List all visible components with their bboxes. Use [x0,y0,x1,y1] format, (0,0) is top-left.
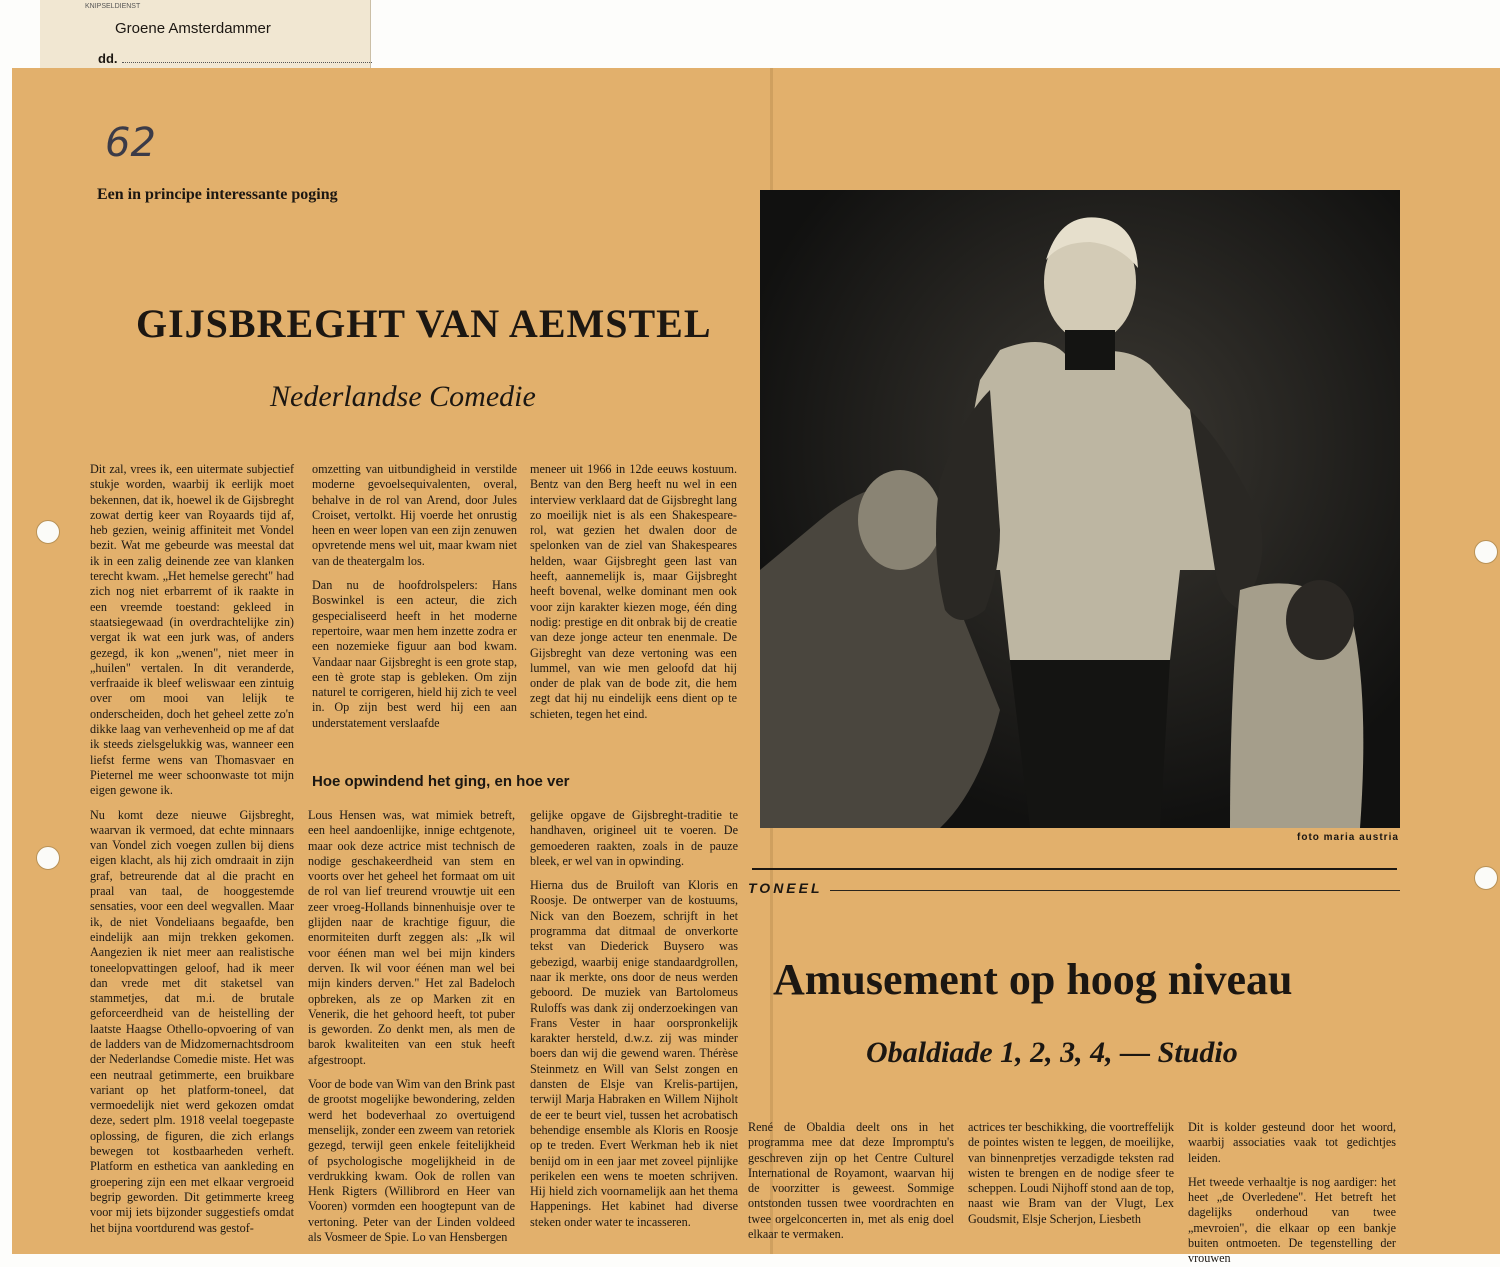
paragraph: gelijke opgave de Gijsbreght-traditie te handhaven, origineel uit te voeren. De gemoederen raakten, zoals in de pauze bleek, er wel van in opwinding. [530,808,738,868]
paragraph: Het tweede verhaaltje is nog aardiger: het heet „de Overledene". Het betreft het dagelijks onderhoud van twee „mevroien", die elkaar op een bankje buiten ontmoeten. De tegenstelling der vrouwen [1188,1174,1396,1266]
paragraph: Dit zal, vrees ik, een uitermate subjectief stukje worden, waarbij ik eerlijk moet bekennen, dat ik, hoewel ik de Gijsbreght zowat dertig keer van Royaards tijd af, heb gezien, weinig affiniteit met Vondel bezit. Wat me gebeurde was meestal dat ik in een zalig deinende zee van klanken terecht kwam. „Het hemelse gerecht" had zich nog niet erbarremt of ik raakte in een vreemde toestand: gekleed in staatsiegewaad (in overdrachtelijke zin) vergat ik wat een jurk was, of anders gezegd, ik kon „wenen", niet meer in „huilen" vertalen. In dit veranderde, verfraaide ik bleef weliswaar een zintuig over om mooi van lelijk te onderscheiden, doch het geheel zette zo'n dikke laag van verhevenheid op me af dat ik steeds zielsgelukkig was, wanneer een liefst ferme wens van Thomasvaer en Pieternel me weer schoonwaste tot mijn eigen gewone ik. [90,462,294,798]
paragraph: Nu komt deze nieuwe Gijsbreght, waarvan ik vermoed, dat echte minnaars van Vondel zich voegen zullen bij diens eigen klacht, als hij zich omdraait in zijn graf, betreurende dat al die pracht en praal van taal, de hooggestemde sensaties, voor een deel wegvallen. Maar ik, de niet Vondeliaans begaafde, ben eindelijk aan mijn trekken gekomen. Aangezien ik niet meer aan realistische toneelopvattingen geloof, had ik meer dan vrede met dit staketsel van stammetjes, dat m.i. de brutale geforceerdheid van de heistelling der laatste Haagse Othello-opvoering of van de ladders van de Midzomernachtsdroom der Nederlandse Comedie miste. Het was een neutraal getimmerte, een bruikbare variant op het platform-toneel, dat vermoedelijk niet werd gekozen omdat deze, sedert plm. 1918 veelal toegepaste oplossing, de figuren, die zich erlangs bewegen tot kostbaarheden verheft. Platform en esthetica van aankleding en groepering zijn een met elkaar vergroeid begrip geworden. Dit getimmerte kreeg voor mij iets bijzonder suggestiefs omdat het bijna voortdurend was gestof- [90,807,294,1235]
paragraph: Lous Hensen was, wat mimiek betreft, een heel aandoenlijke, innige echtgenote, maar ook deze actrice mist technisch de nodige geschakeerdheid van stem en voorts over het geheel het formaat om uit de rol van lief treurend vrouwtje uit een zeer vroeg-Hollands binnenhuisje over te glijden naar de krachtige figuur, die enormiteiten durft zeggen als: „Ik wil voor éénen man wel bei mijn kinders derven. Ik wil voor éénen man wel bei mijn kinders derven." Het zal Badeloch opbreken, als ze op Marken zit en Venerik, die het gehoord heeft, tot puber is geworden. Zo denkt men, als men de barok kwaliteiten van een stuk heeft afgestroopt. [308,808,515,1067]
handwritten-number: 62 [105,120,156,166]
background-figure-head [1286,580,1354,660]
paragraph: omzetting van uitbundigheid in verstilde moderne gevoelsequivalenten, overal, behalve in de rol van Arend, door Jules Croiset, vertolkt. Hij voerde het onrustig heen en weer lopen van een zijn zenuwen opvretende mens wel uit, maar kwam niet van de theatergalm los. [312,462,517,568]
publication-name: Groene Amsterdammer [115,20,271,37]
article2-column-1 [748,1120,954,1254]
punch-hole [36,520,60,544]
theatre-photo [760,190,1400,828]
article1-column-1 [90,462,294,1245]
actor-collar [1065,330,1115,370]
section-line [830,890,1400,891]
article-kicker: Een in principe interessante poging [97,186,338,203]
photo-credit: foto maria austria [1297,832,1399,843]
date-line [122,62,372,63]
article1-column-3-top [530,462,737,752]
paragraph: actrices ter beschikking, die voortreffelijk de pointes wisten te leggen, de moeilijke, van binnenpretjes verzadigde teksten rad wisten te brengen en de nodige sfeer te scheppen. Loudi Nijhoff stond aan de top, naast wie Bram van der Vlugt, Lex Goudsmit, Elsje Scherjon, Liesbeth [968,1120,1174,1226]
kneeling-figure-head [858,470,942,570]
article1-column-3-bottom [530,808,738,1254]
article2-column-3 [1188,1120,1396,1266]
section-label: TONEEL [748,880,823,896]
paragraph: Dan nu de hoofdrolspelers: Hans Boswinkel is een acteur, die zich gespecialiseerd heeft in het moderne repertoire, waar men hem inzette zodra er een nozemieke figuur aan bod kwam. Vandaar naar Gijsbreght is een grote stap, een tè grote stap is gebleken. Om zijn naturel te corrigeren, hield hij zich te veel in. Op zijn best werd hij een aan understatement verslaafde [312,578,517,730]
review-subtitle: Obaldiade 1, 2, 3, 4, — Studio [866,1036,1238,1069]
clipping-label [40,0,371,68]
punch-hole [1474,866,1498,890]
clipping-stamp: KNIPSELDIENST [85,3,141,10]
article-title: GIJSBREGHT VAN AEMSTEL [136,301,712,346]
date-label: dd. [98,51,118,66]
article-subtitle: Nederlandse Comedie [270,380,536,413]
paragraph: Dit is kolder gesteund door het woord, waarbij associaties vaak tot gedichtjes leiden. [1188,1120,1396,1165]
photo-illustration [760,190,1400,828]
section-rule [752,868,1397,870]
punch-hole [36,846,60,870]
paragraph: René de Obaldia deelt ons in het programma mee dat deze Impromptu's geschreven zijn op het Centre Culturel International de Royamont, waarvan hij de voorzitter is geweest. Sommige ontstonden tussen twee voordrachten en twee orgelconcerten in, met als enig doel elkaar te vermaken. [748,1120,954,1242]
article2-column-2 [968,1120,1174,1254]
punch-hole [1474,540,1498,564]
article-subheading: Hoe opwindend het ging, en hoe ver [312,773,570,790]
article1-column-2-bottom [308,808,515,1254]
review-title: Amusement op hoog niveau [773,955,1293,1004]
actor-legs [1010,660,1170,828]
paragraph: Voor de bode van Wim van den Brink past de grootst mogelijke bewondering, zelden werd het bodeverhaal zo overtuigend menselijk, zonder een zweem van retoriek gezegd, terwijl geen enkele feitelijkheid of psychologische mogelijkheid in de verdrukking kwam. Ook de rollen van Henk Rigters (Willibrord en Heer van Vooren) vormden een hoogtepunt van de vertoning. Peter van der Linden voldeed als Vosmeer de Spie. Lo van Hensbergen [308,1077,515,1245]
paragraph: meneer uit 1966 in 12de eeuws kostuum. Bentz van den Berg heeft nu wel in een interview verklaard dat de Gijsbreght lang zo moeilijk niet is als een Shakespeare-rol, wat gezien het dwalen door de spelonken van de ziel van Shakespeares helden, waar Gijsbreght geen last van heeft, aannemelijk is, maar Gijsbreght heeft bovenal, welke dominant men ook voor zijn karakter kiezen moge, één ding nodig: prestige en dit onbrak bij de creatie van deze jonge acteur ten enenmale. De Gijsbreght van deze vertoning was een lummel, van wie men geloofd dat hij onder de plak van de bode zit, die hem zegt dat hij nu eindelijk eens dient op te schieten, tegen het eind. [530,462,737,721]
article1-column-2-top [312,462,517,752]
paragraph: Hierna dus de Bruiloft van Kloris en Roosje. De ontwerper van de kostuums, Nick van den Boezem, schrijft in het programma dat ditmaal de onverkorte tekst van Diederick Buysero was gebezigd, waarbij enige standaardgrollen, naar ik merkte, ons door de neus werden geboord. De muziek van Bartolomeus Ruloffs was dank zij onderzoekingen van Frans Vester in haar oorspronkelijk karakter hersteld, d.w.z. zij was minder boers dan wij die gewend waren. Thérèse Steinmetz en Will van Selst zongen en dansten de Elsje van Krelis-partijen, terwijl Marja Habraken en Willem Nijholt de eer te beurt viel, tussen het acrobatisch behendige ensemble als Kloris en Roosje op te treden. Evert Werkman heb ik niet benijd om in een jaar met zoveel pijnlijke perikelen een wens te moeten schrijven. Hij hield zich voornamelijk aan het thema Happenings. Het kabinet had diverse steken onder water te incasseren. [530,878,738,1229]
